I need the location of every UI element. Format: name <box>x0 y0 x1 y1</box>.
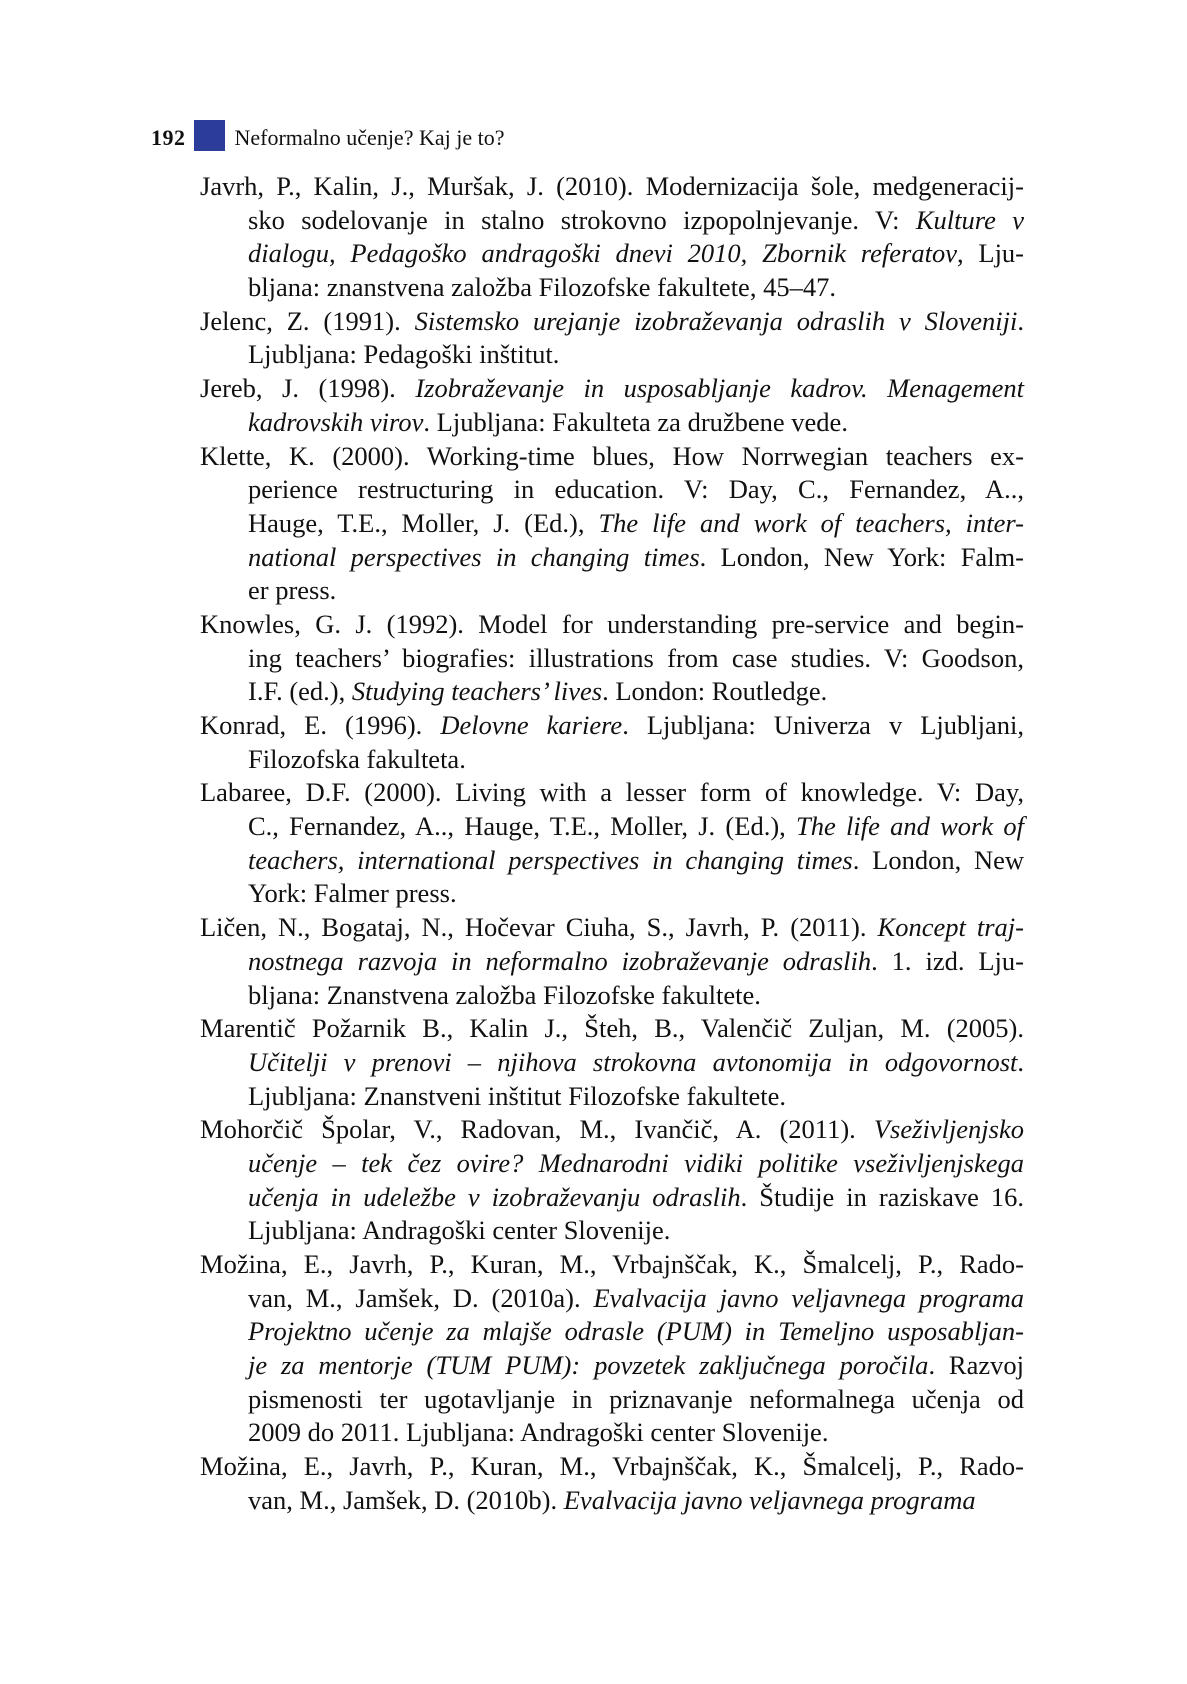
reference-text: Labaree, D.F. (2000). Living with a lesser form of knowledge. V: Day, <box>200 777 1024 808</box>
reference-line <box>200 709 1024 743</box>
italic-title-text: Kulture v <box>915 204 1024 235</box>
reference-list <box>200 170 1024 1518</box>
reference-line <box>200 1450 1024 1484</box>
reference-line <box>200 305 1024 339</box>
italic-title-text: teachers, international perspectives in changing times <box>248 844 853 875</box>
reference-line <box>200 1349 1024 1383</box>
reference-line <box>200 844 1024 878</box>
reference-text: Marentič Požarnik B., Kalin J., Šteh, B., Valenčič Zuljan, M. (2005). <box>200 1013 1024 1044</box>
italic-title-text: Studying teachers’ lives <box>351 676 603 707</box>
italic-title-text: učenja in udeležbe v izobraževanju odraslih <box>248 1181 741 1212</box>
reference-text: . Ljubljana: Univerza v Ljubljani, <box>622 710 1025 740</box>
reference-line <box>200 204 1024 238</box>
italic-title-text: Evalvacija javno veljavnega programa <box>563 1484 976 1515</box>
reference-line <box>200 406 1024 440</box>
reference-text: . Razvoj <box>928 1350 1024 1381</box>
reference-text: bljana: znanstvena založba Filozofske fakultete, 45–47. <box>248 272 836 303</box>
reference-line <box>200 170 1024 204</box>
reference-line <box>200 271 1024 305</box>
running-header <box>151 121 504 155</box>
reference-text: ing teachers’ biografies: illustrations from case studies. V: Goodson, <box>248 642 1024 673</box>
reference-entry <box>200 608 1024 709</box>
reference-line <box>200 1012 1024 1046</box>
italic-title-text: Delovne kariere <box>440 710 623 740</box>
italic-title-text: national perspectives in changing times <box>248 541 700 572</box>
reference-text: Konrad, E. (1996). <box>200 710 441 740</box>
reference-line <box>200 911 1024 945</box>
reference-line <box>200 945 1024 979</box>
reference-text: . London, New York: Falm- <box>699 541 1024 572</box>
reference-line <box>200 642 1024 676</box>
reference-line <box>200 1383 1024 1417</box>
reference-line <box>200 338 1024 372</box>
blue-square-marker <box>194 120 225 151</box>
running-title: Neformalno učenje? Kaj je to? <box>234 125 505 150</box>
reference-text: York: Falmer press. <box>248 878 457 909</box>
reference-line <box>200 473 1024 507</box>
reference-line <box>200 507 1024 541</box>
reference-line <box>200 574 1024 608</box>
reference-text: bljana: Znanstvena založba Filozofske fakultete. <box>248 979 761 1010</box>
reference-text: I.F. (ed.), <box>248 676 352 707</box>
reference-text: Možina, E., Javrh, P., Kuran, M., Vrbajnščak, K., Šmalcelj, P., Rado- <box>200 1249 1024 1279</box>
reference-text: sko sodelovanje in stalno strokovno izpopolnjevanje. V: <box>248 204 916 235</box>
reference-line <box>200 1080 1024 1114</box>
reference-entry <box>200 776 1024 911</box>
reference-text: C., Fernandez, A.., Hauge, T.E., Moller, J. (Ed.), <box>248 811 797 842</box>
reference-line <box>200 675 1024 709</box>
reference-text: . <box>1017 305 1024 336</box>
reference-line <box>200 372 1024 406</box>
reference-text: Možina, E., Javrh, P., Kuran, M., Vrbajnščak, K., Šmalcelj, P., Rado- <box>200 1451 1024 1482</box>
italic-title-text: Učitelji v prenovi – njihova strokovna avtonomija in odgovornost <box>248 1046 1018 1077</box>
reference-line <box>200 1282 1024 1316</box>
reference-line <box>200 1248 1024 1282</box>
reference-text: Filozofska fakulteta. <box>248 743 466 774</box>
reference-line <box>200 1315 1024 1349</box>
italic-title-text: Sistemsko urejanje izobraževanja odraslih v Sloveniji <box>414 305 1018 336</box>
reference-text: . 1. izd. Lju- <box>871 945 1024 976</box>
reference-text: Javrh, P., Kalin, J., Muršak, J. (2010). Modernizacija šole, medgeneracij- <box>200 171 1024 201</box>
reference-text: . Ljubljana: Fakulteta za družbene vede. <box>423 406 848 437</box>
reference-text: er press. <box>248 575 337 606</box>
reference-line <box>200 440 1024 474</box>
reference-line <box>200 237 1024 271</box>
reference-text: Jelenc, Z. (1991). <box>200 305 415 336</box>
italic-title-text: je za mentorje (TUM PUM): povzetek zaključnega poročila <box>248 1350 929 1381</box>
reference-line <box>200 1484 1024 1518</box>
reference-line <box>200 1147 1024 1181</box>
reference-entry <box>200 170 1024 305</box>
reference-entry <box>200 440 1024 608</box>
italic-title-text: Koncept traj- <box>877 912 1024 943</box>
reference-text: Knowles, G. J. (1992). Model for understanding pre-service and begin- <box>200 608 1024 639</box>
reference-entry <box>200 709 1024 776</box>
reference-text: Ljubljana: Znanstveni inštitut Filozofske fakultete. <box>248 1080 786 1111</box>
reference-line <box>200 1181 1024 1215</box>
italic-title-text: Projektno učenje za mlajše odrasle (PUM) in Temeljno usposabljan- <box>248 1316 1024 1347</box>
reference-entry <box>200 1248 1024 1450</box>
reference-text: Ličen, N., Bogataj, N., Hočevar Ciuha, S., Javrh, P. (2011). <box>200 912 878 943</box>
reference-entry <box>200 911 1024 1012</box>
reference-text: 2009 do 2011. Ljubljana: Andragoški center Slovenije. <box>248 1417 829 1448</box>
reference-text: , Lju- <box>956 238 1025 269</box>
reference-line <box>200 1416 1024 1450</box>
reference-text: . London: Routledge. <box>602 676 828 707</box>
reference-text: pismenosti ter ugotavljanje in priznavanje neformalnega učenja od <box>248 1383 1024 1414</box>
italic-title-text: učenje – tek čez ovire? Mednarodni vidiki politike vseživljenjskega <box>248 1147 1024 1178</box>
reference-line <box>200 877 1024 911</box>
reference-text: . Študije in raziskave 16. <box>740 1181 1025 1212</box>
reference-text: . <box>1017 1046 1024 1077</box>
page-number: 192 <box>151 125 186 150</box>
italic-title-text: nostnega razvoja in neformalno izobraževanje odraslih <box>248 945 872 976</box>
reference-entry <box>200 1012 1024 1113</box>
reference-text: Jereb, J. (1998). <box>200 373 416 404</box>
reference-line <box>200 608 1024 642</box>
reference-text: Ljubljana: Andragoški center Slovenije. <box>248 1215 671 1246</box>
italic-title-text: The life and work of teachers, inter- <box>598 507 1024 538</box>
reference-text: Ljubljana: Pedagoški inštitut. <box>248 339 560 370</box>
italic-title-text: kadrovskih virov <box>248 406 424 437</box>
italic-title-text: Vseživljenjsko <box>873 1114 1024 1145</box>
italic-title-text: Evalvacija javno veljavnega programa <box>593 1282 1024 1313</box>
reference-entry <box>200 305 1024 372</box>
reference-text: van, M., Jamšek, D. (2010a). <box>248 1282 594 1313</box>
reference-entry <box>200 372 1024 439</box>
reference-line <box>200 1113 1024 1147</box>
reference-line <box>200 810 1024 844</box>
reference-line <box>200 979 1024 1013</box>
italic-title-text: dialogu, Pedagoško andragoški dnevi 2010, Zbornik referatov <box>248 238 957 269</box>
reference-text: Hauge, T.E., Moller, J. (Ed.), <box>248 507 599 538</box>
reference-text: Mohorčič Špolar, V., Radovan, M., Ivančič, A. (2011). <box>200 1114 874 1145</box>
reference-text: van, M., Jamšek, D. (2010b). <box>248 1484 564 1515</box>
reference-text: . London, New <box>852 844 1024 875</box>
reference-entry <box>200 1450 1024 1517</box>
reference-line <box>200 776 1024 810</box>
reference-line <box>200 1214 1024 1248</box>
reference-line <box>200 1046 1024 1080</box>
italic-title-text: Izobraževanje in usposabljanje kadrov. Menagement <box>415 373 1025 404</box>
reference-entry <box>200 1113 1024 1248</box>
italic-title-text: The life and work of <box>796 811 1024 842</box>
reference-text: Klette, K. (2000). Working-time blues, How Norrwegian teachers ex- <box>200 440 1024 471</box>
reference-text: perience restructuring in education. V: Day, C., Fernandez, A.., <box>248 474 1024 505</box>
reference-line <box>200 743 1024 777</box>
reference-line <box>200 541 1024 575</box>
